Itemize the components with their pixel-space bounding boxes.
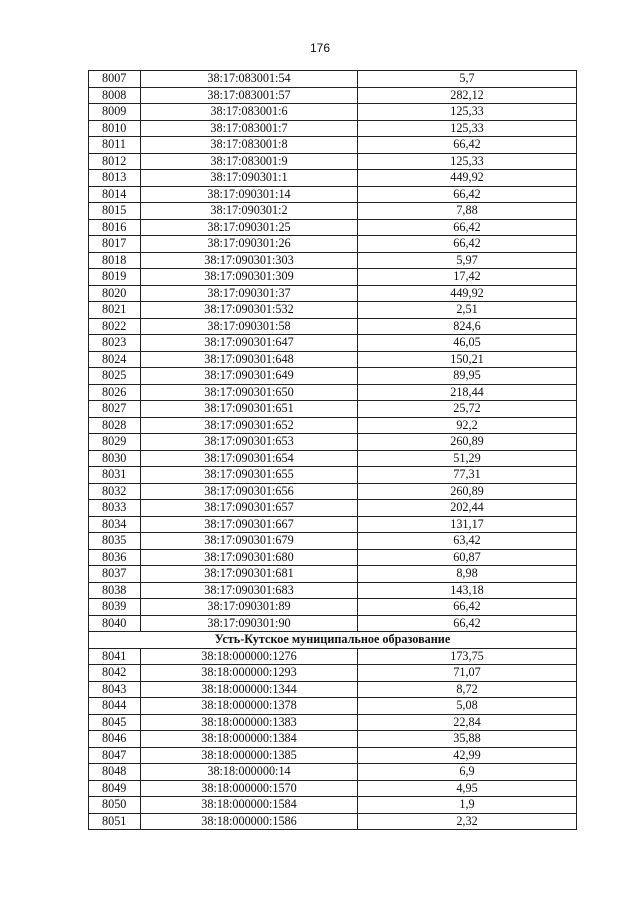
- area-value-cell: 2,51: [358, 302, 577, 319]
- area-value-cell: 2,32: [358, 813, 577, 830]
- section-title: Усть-Кутское муниципальное образование: [89, 632, 577, 649]
- table-row: [89, 665, 577, 682]
- area-value-cell: 17,42: [358, 269, 577, 286]
- row-number-cell: 8032: [89, 483, 141, 500]
- cadastral-number-cell: 38:18:000000:1385: [141, 747, 358, 764]
- cadastral-number-cell: 38:17:090301:648: [141, 351, 358, 368]
- cadastral-number-cell: 38:17:090301:89: [141, 599, 358, 616]
- table-row: [89, 698, 577, 715]
- area-value-cell: 125,33: [358, 104, 577, 121]
- cadastral-number-cell: 38:17:090301:651: [141, 401, 358, 418]
- row-number-cell: 8036: [89, 549, 141, 566]
- area-value-cell: 66,42: [358, 186, 577, 203]
- area-value-cell: 66,42: [358, 599, 577, 616]
- row-number-cell: 8042: [89, 665, 141, 682]
- cadastral-number-cell: 38:17:090301:25: [141, 219, 358, 236]
- row-number-cell: 8021: [89, 302, 141, 319]
- cadastral-number-cell: 38:17:090301:647: [141, 335, 358, 352]
- row-number-cell: 8041: [89, 648, 141, 665]
- cadastral-number-cell: 38:17:090301:37: [141, 285, 358, 302]
- row-number-cell: 8043: [89, 681, 141, 698]
- area-value-cell: 25,72: [358, 401, 577, 418]
- area-value-cell: 66,42: [358, 137, 577, 154]
- table-row: [89, 599, 577, 616]
- area-value-cell: 218,44: [358, 384, 577, 401]
- row-number-cell: 8022: [89, 318, 141, 335]
- table-row: [89, 582, 577, 599]
- row-number-cell: 8028: [89, 417, 141, 434]
- cadastral-number-cell: 38:18:000000:1344: [141, 681, 358, 698]
- cadastral-number-cell: 38:18:000000:1570: [141, 780, 358, 797]
- cadastral-number-cell: 38:17:090301:653: [141, 434, 358, 451]
- table-row: [89, 236, 577, 253]
- table-row: [89, 731, 577, 748]
- table-row: [89, 104, 577, 121]
- area-value-cell: 63,42: [358, 533, 577, 550]
- area-value-cell: 60,87: [358, 549, 577, 566]
- cadastral-number-cell: 38:18:000000:1584: [141, 797, 358, 814]
- area-value-cell: 173,75: [358, 648, 577, 665]
- row-number-cell: 8007: [89, 71, 141, 88]
- row-number-cell: 8014: [89, 186, 141, 203]
- area-value-cell: 7,88: [358, 203, 577, 220]
- cadastral-number-cell: 38:17:090301:650: [141, 384, 358, 401]
- table-row: [89, 417, 577, 434]
- row-number-cell: 8027: [89, 401, 141, 418]
- row-number-cell: 8013: [89, 170, 141, 187]
- page-number: 176: [309, 41, 331, 55]
- area-value-cell: 4,95: [358, 780, 577, 797]
- area-value-cell: 260,89: [358, 434, 577, 451]
- row-number-cell: 8050: [89, 797, 141, 814]
- row-number-cell: 8009: [89, 104, 141, 121]
- cadastral-number-cell: 38:17:090301:26: [141, 236, 358, 253]
- row-number-cell: 8020: [89, 285, 141, 302]
- table-row: [89, 434, 577, 451]
- area-value-cell: 449,92: [358, 285, 577, 302]
- row-number-cell: 8012: [89, 153, 141, 170]
- cadastral-number-cell: 38:17:083001:6: [141, 104, 358, 121]
- cadastral-number-cell: 38:17:090301:649: [141, 368, 358, 385]
- area-value-cell: 5,08: [358, 698, 577, 715]
- row-number-cell: 8011: [89, 137, 141, 154]
- cadastral-number-cell: 38:17:090301:652: [141, 417, 358, 434]
- table-row: [89, 384, 577, 401]
- area-value-cell: 6,9: [358, 764, 577, 781]
- table-row: [89, 153, 577, 170]
- cadastral-number-cell: 38:17:090301:680: [141, 549, 358, 566]
- table-row: [89, 318, 577, 335]
- area-value-cell: 89,95: [358, 368, 577, 385]
- area-value-cell: 51,29: [358, 450, 577, 467]
- row-number-cell: 8031: [89, 467, 141, 484]
- cadastral-number-cell: 38:17:090301:532: [141, 302, 358, 319]
- table-row: [89, 500, 577, 517]
- table-row: [89, 71, 577, 88]
- area-value-cell: 77,31: [358, 467, 577, 484]
- area-value-cell: 92,2: [358, 417, 577, 434]
- table-row: [89, 87, 577, 104]
- row-number-cell: 8044: [89, 698, 141, 715]
- area-value-cell: 46,05: [358, 335, 577, 352]
- row-number-cell: 8023: [89, 335, 141, 352]
- cadastral-number-cell: 38:18:000000:1293: [141, 665, 358, 682]
- row-number-cell: 8019: [89, 269, 141, 286]
- table-row: [89, 351, 577, 368]
- cadastral-number-cell: 38:17:090301:683: [141, 582, 358, 599]
- table-row: [89, 483, 577, 500]
- area-value-cell: 1,9: [358, 797, 577, 814]
- table-row: [89, 203, 577, 220]
- row-number-cell: 8034: [89, 516, 141, 533]
- cadastral-number-cell: 38:17:090301:656: [141, 483, 358, 500]
- table-row: [89, 368, 577, 385]
- row-number-cell: 8039: [89, 599, 141, 616]
- area-value-cell: 22,84: [358, 714, 577, 731]
- table-row: [89, 120, 577, 137]
- cadastral-number-cell: 38:17:090301:681: [141, 566, 358, 583]
- table-row: [89, 549, 577, 566]
- area-value-cell: 66,42: [358, 236, 577, 253]
- row-number-cell: 8024: [89, 351, 141, 368]
- table-row: [89, 764, 577, 781]
- table-row: [89, 252, 577, 269]
- cadastral-number-cell: 38:17:083001:9: [141, 153, 358, 170]
- cadastral-number-cell: 38:17:090301:657: [141, 500, 358, 517]
- area-value-cell: 66,42: [358, 219, 577, 236]
- cadastral-number-cell: 38:17:083001:57: [141, 87, 358, 104]
- area-value-cell: 143,18: [358, 582, 577, 599]
- cadastral-number-cell: 38:17:090301:2: [141, 203, 358, 220]
- table-row: [89, 615, 577, 632]
- area-value-cell: 150,21: [358, 351, 577, 368]
- row-number-cell: 8033: [89, 500, 141, 517]
- area-value-cell: 71,07: [358, 665, 577, 682]
- cadastral-number-cell: 38:17:090301:14: [141, 186, 358, 203]
- section-header-row: [89, 632, 577, 649]
- row-number-cell: 8030: [89, 450, 141, 467]
- table-row: [89, 714, 577, 731]
- cadastral-number-cell: 38:17:090301:679: [141, 533, 358, 550]
- row-number-cell: 8018: [89, 252, 141, 269]
- table-row: [89, 285, 577, 302]
- table-row: [89, 269, 577, 286]
- area-value-cell: 260,89: [358, 483, 577, 500]
- table-row: [89, 747, 577, 764]
- table-row: [89, 516, 577, 533]
- table-row: [89, 170, 577, 187]
- area-value-cell: 66,42: [358, 615, 577, 632]
- table-row: [89, 813, 577, 830]
- table-row: [89, 467, 577, 484]
- cadastral-number-cell: 38:17:083001:8: [141, 137, 358, 154]
- area-value-cell: 5,7: [358, 71, 577, 88]
- cadastral-number-cell: 38:18:000000:1383: [141, 714, 358, 731]
- cadastral-number-cell: 38:17:083001:54: [141, 71, 358, 88]
- row-number-cell: 8017: [89, 236, 141, 253]
- table-row: [89, 302, 577, 319]
- table-row: [89, 401, 577, 418]
- cadastral-number-cell: 38:17:090301:655: [141, 467, 358, 484]
- cadastral-number-cell: 38:18:000000:1384: [141, 731, 358, 748]
- cadastral-number-cell: 38:17:090301:309: [141, 269, 358, 286]
- cadastral-number-cell: 38:17:090301:654: [141, 450, 358, 467]
- cadastral-number-cell: 38:17:090301:58: [141, 318, 358, 335]
- area-value-cell: 35,88: [358, 731, 577, 748]
- area-value-cell: 202,44: [358, 500, 577, 517]
- row-number-cell: 8037: [89, 566, 141, 583]
- cadastral-number-cell: 38:17:090301:1: [141, 170, 358, 187]
- cadastral-number-cell: 38:17:090301:667: [141, 516, 358, 533]
- row-number-cell: 8016: [89, 219, 141, 236]
- table-row: [89, 450, 577, 467]
- area-value-cell: 8,72: [358, 681, 577, 698]
- table-row: [89, 186, 577, 203]
- row-number-cell: 8048: [89, 764, 141, 781]
- cadastral-number-cell: 38:18:000000:14: [141, 764, 358, 781]
- row-number-cell: 8026: [89, 384, 141, 401]
- row-number-cell: 8049: [89, 780, 141, 797]
- row-number-cell: 8029: [89, 434, 141, 451]
- row-number-cell: 8046: [89, 731, 141, 748]
- registry-table-body: [89, 71, 577, 830]
- row-number-cell: 8038: [89, 582, 141, 599]
- row-number-cell: 8010: [89, 120, 141, 137]
- table-row: [89, 533, 577, 550]
- area-value-cell: 42,99: [358, 747, 577, 764]
- area-value-cell: 125,33: [358, 120, 577, 137]
- cadastral-number-cell: 38:18:000000:1276: [141, 648, 358, 665]
- row-number-cell: 8051: [89, 813, 141, 830]
- row-number-cell: 8047: [89, 747, 141, 764]
- area-value-cell: 131,17: [358, 516, 577, 533]
- area-value-cell: 8,98: [358, 566, 577, 583]
- area-value-cell: 125,33: [358, 153, 577, 170]
- row-number-cell: 8045: [89, 714, 141, 731]
- row-number-cell: 8025: [89, 368, 141, 385]
- table-row: [89, 648, 577, 665]
- cadastral-number-cell: 38:18:000000:1586: [141, 813, 358, 830]
- table-row: [89, 681, 577, 698]
- area-value-cell: 449,92: [358, 170, 577, 187]
- registry-table: [88, 70, 577, 830]
- area-value-cell: 282,12: [358, 87, 577, 104]
- area-value-cell: 824,6: [358, 318, 577, 335]
- row-number-cell: 8015: [89, 203, 141, 220]
- row-number-cell: 8035: [89, 533, 141, 550]
- table-row: [89, 780, 577, 797]
- row-number-cell: 8040: [89, 615, 141, 632]
- row-number-cell: 8008: [89, 87, 141, 104]
- cadastral-number-cell: 38:17:090301:303: [141, 252, 358, 269]
- table-row: [89, 219, 577, 236]
- table-row: [89, 335, 577, 352]
- cadastral-number-cell: 38:17:090301:90: [141, 615, 358, 632]
- table-row: [89, 797, 577, 814]
- table-row: [89, 566, 577, 583]
- table-row: [89, 137, 577, 154]
- cadastral-number-cell: 38:18:000000:1378: [141, 698, 358, 715]
- cadastral-number-cell: 38:17:083001:7: [141, 120, 358, 137]
- area-value-cell: 5,97: [358, 252, 577, 269]
